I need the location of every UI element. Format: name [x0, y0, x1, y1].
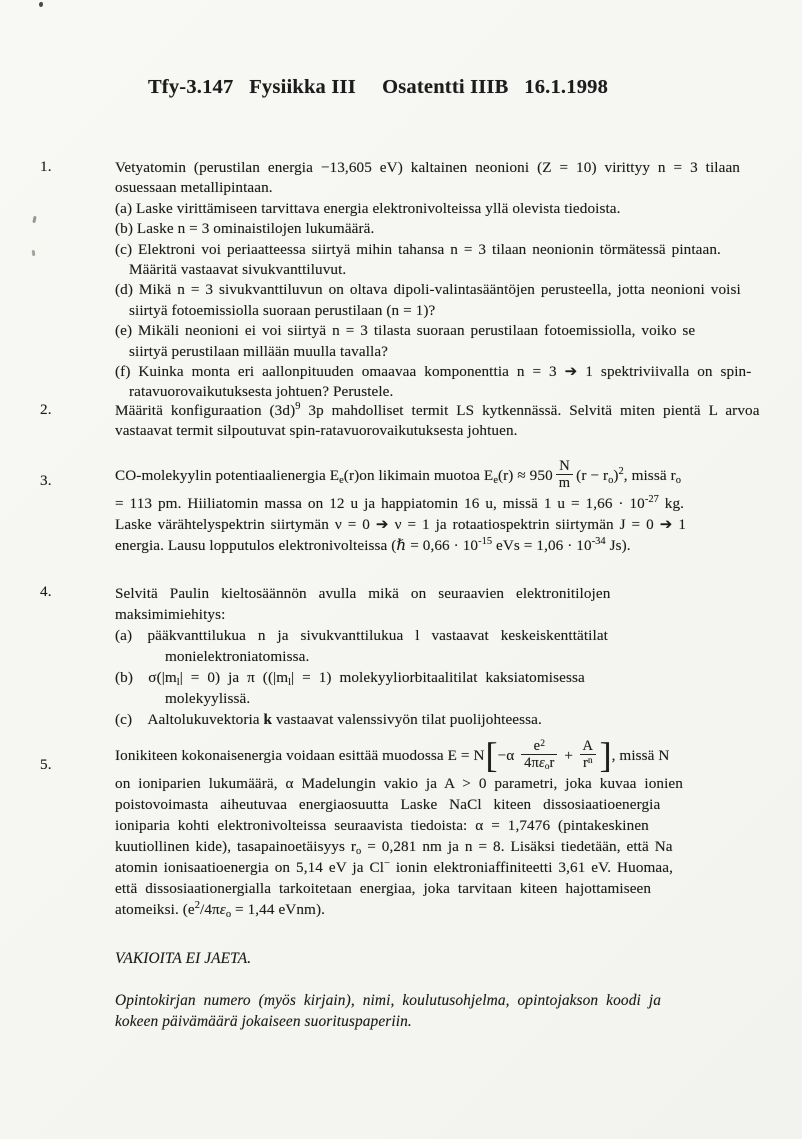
- submission-instructions: [115, 990, 715, 1032]
- question-5-body: [115, 734, 787, 921]
- question-1-line: (d) Mikä n = 3 sivukvanttiluvun on oltava dipoli-valintasääntöjen perusteella, jotta neonioni voisi: [115, 281, 741, 299]
- question-2-number: 2.: [40, 401, 52, 418]
- question-5-line: on ioniparien lukumäärä, α Madelungin vakio ja A > 0 parametri, joka kuvaa ionien: [115, 775, 683, 793]
- question-1-line: Määritä vastaavat sivukvanttiluvut.: [129, 261, 347, 279]
- question-5: [0, 734, 802, 921]
- question-5-line: että dissosiaationergialla tarkoitetaan energiaa, joka tarvitaan kiteen hajottamiseen: [115, 880, 652, 898]
- question-1-line: (e) Mikäli neonioni ei voi siirtyä n = 3 tilasta suoraan perustilaan fotoemissiolla, voiko se: [115, 322, 696, 340]
- question-4-line: (b) $\sigma(|m_l| = 0)$ ja π ($(|m_l| = 1)$ molekyyliorbitaalitilat kaksiatomisessa: [115, 669, 585, 688]
- question-1-line: Vetyatomin (perustilan energia −13,605 eV) kaltainen neonioni (Z = 10) virittyy n = 3 tilaan: [115, 159, 740, 176]
- question-1-number: 1.: [40, 158, 52, 175]
- question-5-line: atomin ionisaatioenergia on 5,14 eV ja Cl− ionin elektroniaffiniteetti 3,61 eV. Huomaa,: [115, 858, 673, 877]
- question-4: [0, 583, 802, 730]
- question-1-body: [115, 158, 787, 403]
- scan-artifact-dot: [39, 2, 43, 7]
- question-4-body: [115, 583, 787, 730]
- question-2-line: vastaavat termit silpoutuvat spin-ratavuorovaikutuksesta johtuen.: [115, 422, 518, 440]
- question-2: [0, 401, 802, 442]
- question-1-line: siirtyä fotoemissiolla suoraan perustilaan (n = 1)?: [129, 301, 436, 319]
- question-1-line: ratavuorovaikutuksesta johtuen? Perustele.: [129, 383, 394, 401]
- page-title: Tfy-3.147 Fysiikka III Osatentti IIIB 16.1.1998: [147, 76, 609, 98]
- question-5-formula-line: Ionikiteen kokonaisenergia voidaan esittää muodossa E = N[−α $\frac{e^2}{4\pi\varepsilon_or}$ + $\frac{A}{r^n}$ ], missä N: [115, 734, 670, 775]
- question-2-body: [115, 401, 787, 442]
- question-4-line: Selvitä Paulin kieltosäännön avulla mikä on seuraavien elektronitilojen: [115, 585, 611, 602]
- question-4-line: maksimimiehitys:: [115, 606, 226, 623]
- question-4-line: (c) Aaltolukuvektoria k vastaavat valenssivyön tilat puolijohteessa.: [115, 711, 542, 728]
- question-3-line: = 113 pm. Hiiliatomin massa on 12 u ja happiatomin 16 u, missä 1 $u = 1,66 \cdot 10^{-27}$ kg.: [115, 494, 685, 513]
- question-1-line: siirtyä perustilaan millään muulla tavalla?: [129, 342, 389, 360]
- submission-instructions-line: Opintokirjan numero (myös kirjain), nimi, koulutusohjelma, opintojakson koodi ja: [115, 992, 661, 1009]
- question-5-line: ioniparia kohti elektronivolteissa seuraavista tiedoista: α = 1,7476 (pintakeskinen: [115, 817, 649, 835]
- question-4-line: (a) pääkvanttilukua n ja sivukvanttilukua l vastaavat keskeiskenttätilat: [115, 627, 608, 644]
- question-3-number: 3.: [40, 472, 52, 489]
- question-2-line: Määritä konfiguraation $(3d)^9$ 3p mahdolliset termit LS kytkennässä. Selvitä miten pientä L arvoa: [115, 401, 760, 419]
- question-1-line: (a) Laske virittämiseen tarvittava energia elektronivolteissa yllä olevista tiedoista.: [115, 199, 621, 217]
- question-3-body: [115, 460, 787, 556]
- question-4-line: monielektroniatomissa.: [165, 648, 310, 665]
- question-3-line: Laske värähtelyspektrin siirtymän ν = 0 ➔ ν = 1 ja rotaatiospektrin siirtymän J = 0 ➔ 1: [115, 516, 687, 534]
- question-1: [0, 158, 802, 403]
- question-1-line: (c) Elektroni voi periaatteessa siirtyä mihin tahansa n = 3 tilaan neonionin törmätessä pintaan.: [115, 240, 721, 258]
- question-3: [0, 460, 802, 556]
- question-5-number: 5.: [40, 756, 52, 773]
- no-constants-note: VAKIOITA EI JAETA.: [115, 950, 252, 967]
- question-4-number: 4.: [40, 583, 52, 600]
- question-1-line: (b) Laske n = 3 ominaistilojen lukumäärä.: [115, 220, 375, 238]
- question-1-line: osuessaan metallipintaan.: [115, 179, 273, 197]
- question-5-line: poistovoimasta aiheutuvaa energiaosuutta Laske NaCl kiteen dissosiaatioenergia: [115, 796, 661, 814]
- question-4-line: molekyylissä.: [165, 690, 251, 707]
- question-3-formula-line: CO-molekyylin potentiaalienergia $E_e(r)on$ likimain muotoa $E_e(r) \approx 950$ $\frac{N}{m}$ $(r - r_o)^2$, missä $r_o$: [115, 458, 681, 492]
- question-5-line: atomeiksi. ($e^2/4\pi\varepsilon_o = 1,44$ eVnm).: [115, 900, 326, 921]
- question-1-line: (f) Kuinka monta eri aallonpituuden omaavaa komponenttia n = 3 ➔ 1 spektriviivalla on spin-: [115, 363, 752, 381]
- question-3-line: energia. Lausu lopputulos elektronivolteissa (ℏ = $0,66 \cdot 10^{-15}$ eVs = $1,06 \cdot 10^{-34}$ Js).: [115, 536, 631, 555]
- submission-instructions-line: kokeen päivämäärä jokaiseen suorituspaperiin.: [115, 1013, 412, 1030]
- question-5-line: kuutiollinen kide), tasapainoetäisyys $r_o = 0,281$ nm ja n = 8. Lisäksi tiedetään, että Na: [115, 838, 673, 858]
